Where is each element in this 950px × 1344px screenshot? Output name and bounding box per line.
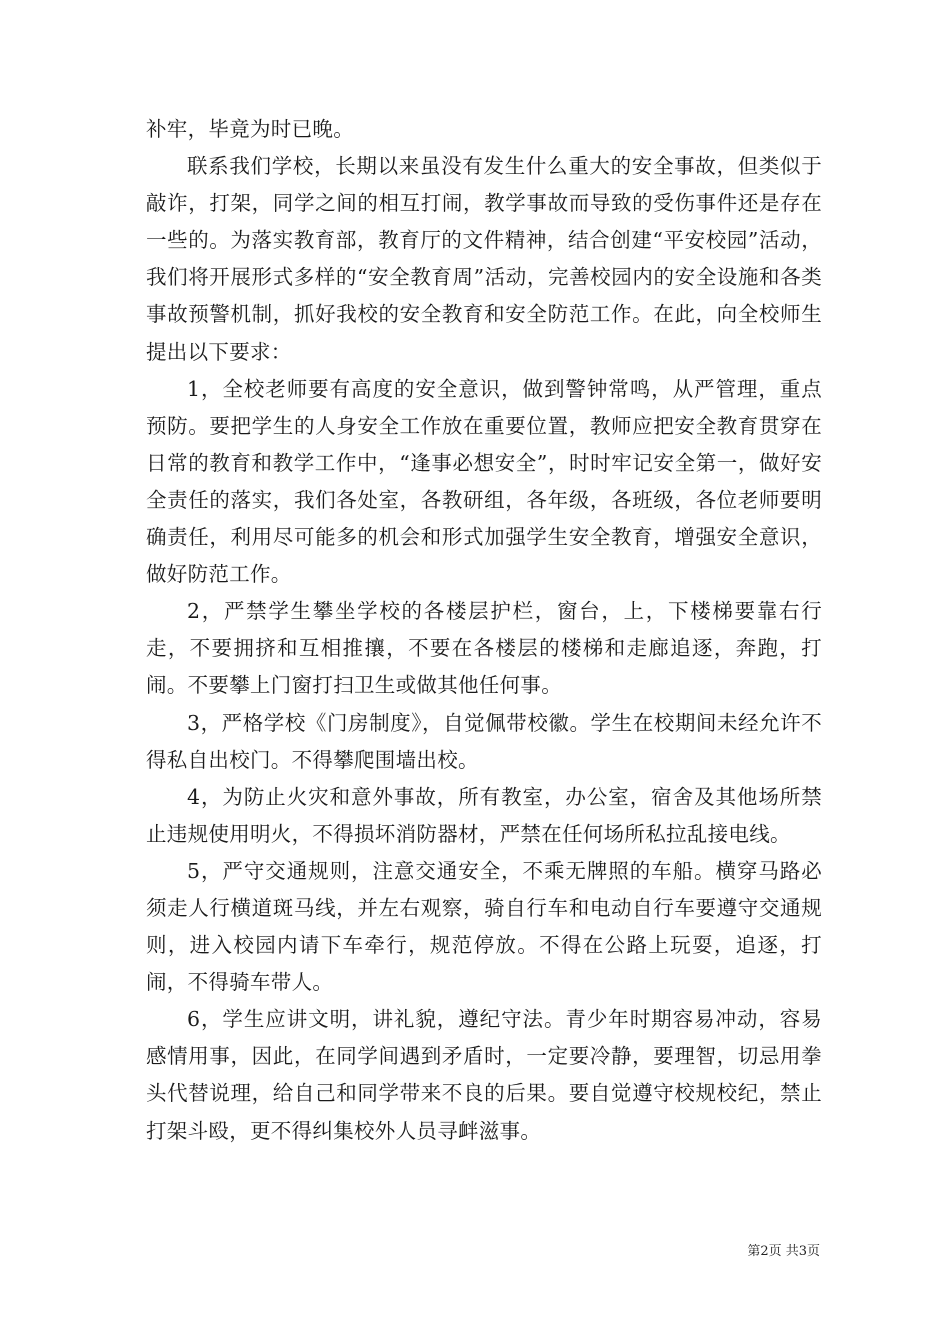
paragraph-item-3: 3，严格学校《门房制度》，自觉佩带校徽。学生在校期间未经允许不得私自出校门。不得攀爬围墙出校。 bbox=[146, 710, 822, 772]
page-number-footer: 第2页 共3页 bbox=[747, 1244, 820, 1259]
paragraph-item-6: 6，学生应讲文明，讲礼貌，遵纪守法。青少年时期容易冲动，容易感情用事，因此，在同学间遇到矛盾时，一定要冷静，要理智，切忌用拳头代替说理，给自己和同学带来不良的后果。要自觉遵守校规校纪，禁止打架斗殴，更不得纠集校外人员寻衅滋事。 bbox=[146, 1007, 822, 1143]
paragraph-item-2: 2，严禁学生攀坐学校的各楼层护栏，窗台，上，下楼梯要靠右行走，不要拥挤和互相推攘，不要在各楼层的楼梯和走廊追逐，奔跑，打闹。不要攀上门窗打扫卫生或做其他任何事。 bbox=[146, 599, 822, 698]
paragraph-item-5: 5，严守交通规则，注意交通安全，不乘无牌照的车船。横穿马路必须走人行横道斑马线，并左右观察，骑自行车和电动自行车要遵守交通规则，进入校园内请下车牵行，规范停放。不得在公路上玩耍，追逐，打闹，不得骑车带人。 bbox=[146, 858, 822, 995]
paragraph-intro: 联系我们学校，长期以来虽没有发生什么重大的安全事故，但类似于敲诈，打架，同学之间的相互打闹，教学事故而导致的受伤事件还是存在一些的。为落实教育部，教育厅的文件精神，结合创建“平安校园”活动，我们将开展形式多样的“安全教育周”活动，完善校园内的安全设施和各类事故预警机制，抓好我校的安全教育和安全防范工作。在此，向全校师生提出以下要求： bbox=[146, 154, 822, 364]
paragraph-item-1: 1，全校老师要有高度的安全意识，做到警钟常鸣，从严管理，重点预防。要把学生的人身安全工作放在重要位置，教师应把安全教育贯穿在日常的教育和教学工作中，“逢事必想安全”，时时牢记安全第一，做好安全责任的落实，我们各处室，各教研组，各年级，各班级，各位老师要明确责任，利用尽可能多的机会和形式加强学生安全教育，增强安全意识，做好防范工作。 bbox=[146, 376, 822, 587]
document-body bbox=[146, 111, 822, 1150]
paragraph-continuation: 补牢，毕竟为时已晚。 bbox=[146, 117, 354, 141]
paragraph-item-4: 4，为防止火灾和意外事故，所有教室，办公室，宿舍及其他场所禁止违规使用明火，不得损坏消防器材，严禁在任何场所私拉乱接电线。 bbox=[146, 784, 822, 846]
